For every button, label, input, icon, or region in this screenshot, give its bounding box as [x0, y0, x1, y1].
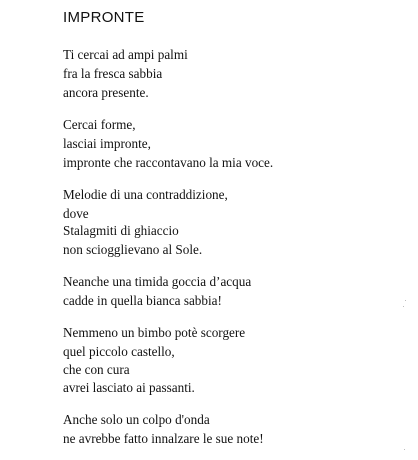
scan-speck [403, 306, 404, 307]
poem-line: Neanche una timida goccia d’acqua [63, 274, 252, 289]
poem-line: Ti cercai ad ampi palmi [63, 47, 188, 62]
poem-line: ne avrebbe fatto innalzare le sue note! [63, 431, 264, 446]
poem-line: che con cura [63, 362, 130, 377]
poem-line: Stalagmiti di ghiaccio [63, 223, 179, 238]
poem-line: cadde in quella bianca sabbia! [63, 293, 222, 308]
poem-line: impronte che raccontavano la mia voce. [63, 155, 274, 170]
poem-line: quel piccolo castello, [63, 344, 175, 359]
scan-speck [404, 449, 405, 450]
poem-line: lasciai impronte, [63, 136, 151, 151]
poem-line: Nemmeno un bimbo potè scorgere [63, 325, 246, 340]
poem-line: Cercai forme, [63, 117, 136, 132]
poem-line: avrei lasciato ai passanti. [63, 380, 195, 395]
poem-line: Melodie di una contraddizione, [63, 187, 228, 202]
poem-title: IMPRONTE [63, 9, 145, 26]
poem-line: ancora presente. [63, 85, 149, 100]
poem-line: Anche solo un colpo d'onda [63, 412, 210, 427]
scan-speck [405, 300, 406, 301]
poem-line: non sciogglievano al Sole. [63, 242, 203, 257]
poem-line: fra la fresca sabbia [63, 66, 163, 81]
poem-line: dove [63, 206, 89, 221]
